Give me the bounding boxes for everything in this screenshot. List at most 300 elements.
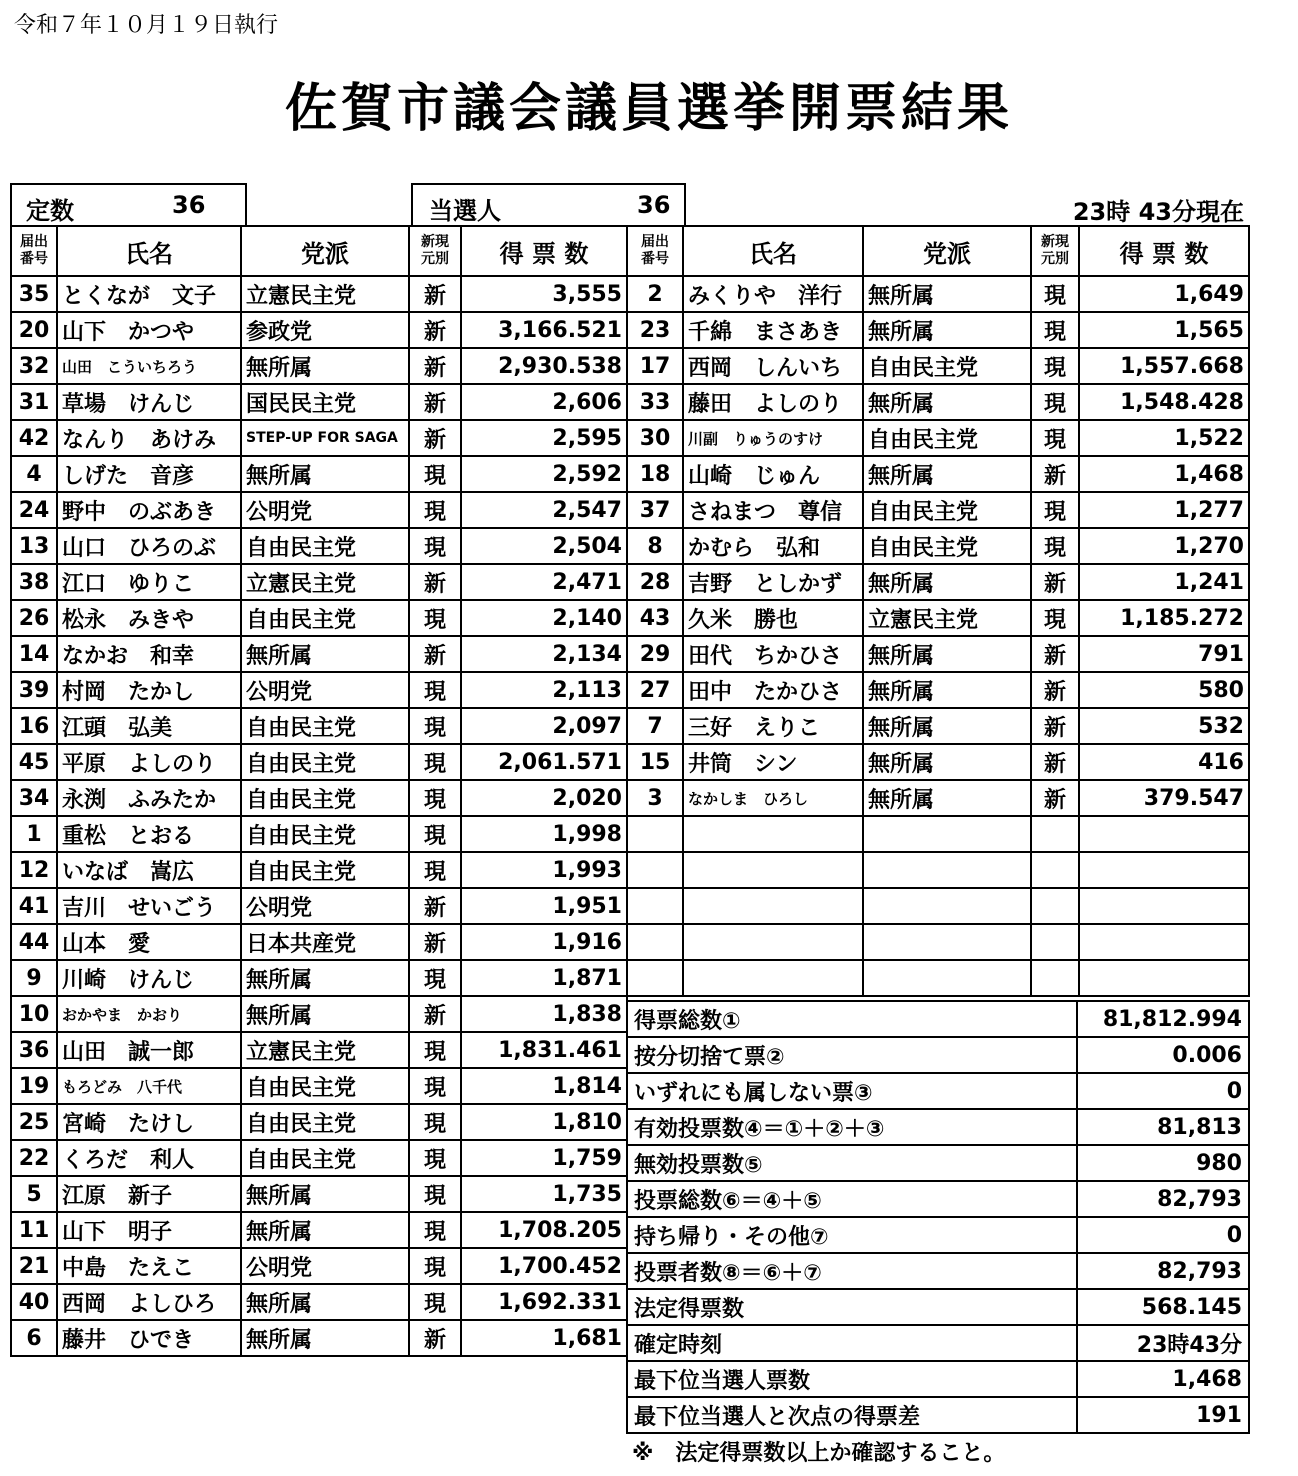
results-table-right: [626, 225, 1250, 997]
cell-party: 無所属: [863, 276, 1031, 312]
cell-name: くろだ 利人: [57, 1140, 241, 1176]
cell-number: 13: [11, 528, 57, 564]
table-row: [11, 1284, 627, 1320]
cell-party: 自由民主党: [863, 492, 1031, 528]
cell-party: [863, 852, 1031, 888]
quota-label: 定数: [26, 197, 74, 225]
table-row: [11, 1248, 627, 1284]
cell-name: [683, 924, 863, 960]
cell-votes: 1,831.461: [461, 1032, 627, 1068]
table-row: [627, 384, 1249, 420]
cell-number: 2: [627, 276, 683, 312]
cell-status: 現: [409, 744, 461, 780]
cell-party: 無所属: [241, 1212, 409, 1248]
cell-name: なかお 和幸: [57, 636, 241, 672]
results-table-left: [10, 225, 628, 1357]
table-header: [11, 226, 627, 276]
cell-party: 無所属: [241, 456, 409, 492]
table-row: [627, 636, 1249, 672]
summary-row: [627, 1361, 1249, 1397]
quota-box: [10, 183, 247, 227]
cell-status: 新: [409, 1320, 461, 1356]
cell-number: 30: [627, 420, 683, 456]
cell-name: 松永 みきや: [57, 600, 241, 636]
cell-votes: 532: [1079, 708, 1249, 744]
cell-number: 6: [11, 1320, 57, 1356]
cell-votes: 1,810: [461, 1104, 627, 1140]
table-row: [11, 492, 627, 528]
summary-row: [627, 1001, 1249, 1037]
cell-status: 新: [409, 348, 461, 384]
cell-name: 山下 かつや: [57, 312, 241, 348]
cell-party: 公明党: [241, 492, 409, 528]
cell-party: 立憲民主党: [241, 564, 409, 600]
cell-number: 41: [11, 888, 57, 924]
cell-name: 西岡 しんいち: [683, 348, 863, 384]
cell-name: もろどみ 八千代: [57, 1068, 241, 1104]
table-row: [11, 1320, 627, 1356]
cell-party: 無所属: [863, 672, 1031, 708]
cell-status: 新: [409, 996, 461, 1032]
table-row: [627, 780, 1249, 816]
cell-name: いなば 嵩広: [57, 852, 241, 888]
summary-value: 82,793: [1077, 1181, 1249, 1217]
summary-row: [627, 1397, 1249, 1433]
cell-number: 9: [11, 960, 57, 996]
cell-number: 43: [627, 600, 683, 636]
cell-votes: 2,020: [461, 780, 627, 816]
table-row: [11, 348, 627, 384]
cell-votes: 1,700.452: [461, 1248, 627, 1284]
cell-status: 新: [1031, 456, 1079, 492]
cell-status: 新: [409, 888, 461, 924]
summary-label: 法定得票数: [627, 1289, 1077, 1325]
cell-number: [627, 852, 683, 888]
cell-votes: 1,735: [461, 1176, 627, 1212]
cell-party: 無所属: [241, 996, 409, 1032]
cell-status: 新: [409, 924, 461, 960]
cell-party: 無所属: [241, 636, 409, 672]
cell-status: 現: [409, 600, 461, 636]
cell-party: 立憲民主党: [863, 600, 1031, 636]
cell-votes: 1,871: [461, 960, 627, 996]
cell-status: 新: [1031, 708, 1079, 744]
cell-name: [683, 816, 863, 852]
cell-status: 新: [409, 636, 461, 672]
cell-votes: 1,185.272: [1079, 600, 1249, 636]
cell-party: 公明党: [241, 1248, 409, 1284]
cell-status: 現: [1031, 276, 1079, 312]
table-row: [11, 276, 627, 312]
cell-status: 現: [409, 1104, 461, 1140]
cell-party: 無所属: [863, 780, 1031, 816]
cell-votes: 1,838: [461, 996, 627, 1032]
cell-number: 28: [627, 564, 683, 600]
cell-name: 藤井 ひでき: [57, 1320, 241, 1356]
cell-party: 自由民主党: [241, 780, 409, 816]
table-row: [11, 744, 627, 780]
cell-party: [863, 960, 1031, 996]
table-row: [627, 744, 1249, 780]
summary-value: 81,812.994: [1077, 1001, 1249, 1037]
table-row: [627, 960, 1249, 996]
summary-value: 1,468: [1077, 1361, 1249, 1397]
cell-name: 久米 勝也: [683, 600, 863, 636]
cell-party: 無所属: [863, 744, 1031, 780]
cell-status: 現: [409, 816, 461, 852]
cell-number: 36: [11, 1032, 57, 1068]
cell-name: 千綿 まさあき: [683, 312, 863, 348]
cell-name: 吉野 としかず: [683, 564, 863, 600]
cell-name: 井筒 シン: [683, 744, 863, 780]
cell-number: 19: [11, 1068, 57, 1104]
cell-status: 現: [409, 492, 461, 528]
table-row: [11, 600, 627, 636]
note: ※ 法定得票数以上か確認すること。: [632, 1441, 1006, 1466]
cell-number: 32: [11, 348, 57, 384]
cell-name: 江原 新子: [57, 1176, 241, 1212]
summary-row: [627, 1325, 1249, 1361]
cell-votes: 791: [1079, 636, 1249, 672]
cell-name: 田代 ちかひさ: [683, 636, 863, 672]
cell-votes: 1,951: [461, 888, 627, 924]
cell-votes: 1,708.205: [461, 1212, 627, 1248]
cell-votes: 1,241: [1079, 564, 1249, 600]
cell-number: 27: [627, 672, 683, 708]
cell-number: 23: [627, 312, 683, 348]
cell-status: [1031, 888, 1079, 924]
cell-number: 5: [11, 1176, 57, 1212]
quota-value: 36: [172, 191, 206, 219]
cell-name: 山下 明子: [57, 1212, 241, 1248]
cell-status: 新: [409, 276, 461, 312]
cell-status: 新: [409, 312, 461, 348]
cell-number: 42: [11, 420, 57, 456]
cell-name: 江頭 弘美: [57, 708, 241, 744]
summary-row: [627, 1181, 1249, 1217]
cell-status: 現: [409, 708, 461, 744]
cell-number: 18: [627, 456, 683, 492]
cell-status: 現: [409, 1032, 461, 1068]
table-row: [11, 1104, 627, 1140]
table-row: [627, 600, 1249, 636]
cell-name: 川崎 けんじ: [57, 960, 241, 996]
summary-value: 81,813: [1077, 1109, 1249, 1145]
cell-party: 無所属: [241, 348, 409, 384]
cell-status: [1031, 924, 1079, 960]
table-row: [627, 816, 1249, 852]
cell-votes: 580: [1079, 672, 1249, 708]
header-number: 届出 番号: [627, 226, 683, 276]
cell-party: 自由民主党: [241, 1068, 409, 1104]
cell-number: 21: [11, 1248, 57, 1284]
summary-row: [627, 1109, 1249, 1145]
cell-party: STEP-UP FOR SAGA: [241, 420, 409, 456]
cell-party: 自由民主党: [863, 348, 1031, 384]
table-row: [11, 456, 627, 492]
cell-name: 山本 愛: [57, 924, 241, 960]
cell-number: [627, 816, 683, 852]
cell-status: 新: [1031, 672, 1079, 708]
table-row: [11, 1068, 627, 1104]
cell-votes: 1,548.428: [1079, 384, 1249, 420]
cell-number: 33: [627, 384, 683, 420]
cell-votes: 1,277: [1079, 492, 1249, 528]
table-row: [11, 780, 627, 816]
cell-status: 新: [1031, 636, 1079, 672]
cell-votes: 2,595: [461, 420, 627, 456]
cell-name: 山崎 じゅん: [683, 456, 863, 492]
cell-status: 新: [1031, 564, 1079, 600]
cell-votes: 1,270: [1079, 528, 1249, 564]
cell-party: [863, 888, 1031, 924]
cell-party: 無所属: [863, 456, 1031, 492]
cell-number: 3: [627, 780, 683, 816]
cell-status: 現: [1031, 312, 1079, 348]
table-row: [627, 420, 1249, 456]
cell-name: 中島 たえこ: [57, 1248, 241, 1284]
cell-name: なかしま ひろし: [683, 780, 863, 816]
table-row: [11, 636, 627, 672]
cell-number: 45: [11, 744, 57, 780]
cell-status: 現: [1031, 600, 1079, 636]
cell-status: [1031, 816, 1079, 852]
cell-party: 自由民主党: [241, 528, 409, 564]
cell-number: 8: [627, 528, 683, 564]
cell-party: 立憲民主党: [241, 1032, 409, 1068]
cell-status: 現: [409, 1068, 461, 1104]
table-row: [627, 672, 1249, 708]
cell-name: 三好 えりこ: [683, 708, 863, 744]
header-name: 氏名: [57, 226, 241, 276]
cell-name: 藤田 よしのり: [683, 384, 863, 420]
cell-votes: 1,814: [461, 1068, 627, 1104]
cell-votes: 1,468: [1079, 456, 1249, 492]
table-row: [11, 1140, 627, 1176]
table-row: [627, 924, 1249, 960]
cell-party: 無所属: [241, 1284, 409, 1320]
cell-status: 現: [1031, 528, 1079, 564]
cell-party: 無所属: [241, 1320, 409, 1356]
summary-value: 980: [1077, 1145, 1249, 1181]
cell-votes: 2,930.538: [461, 348, 627, 384]
cell-number: 39: [11, 672, 57, 708]
cell-number: 24: [11, 492, 57, 528]
cell-votes: 1,522: [1079, 420, 1249, 456]
cell-number: 17: [627, 348, 683, 384]
table-row: [11, 384, 627, 420]
summary-label: 投票者数⑧＝⑥＋⑦: [627, 1253, 1077, 1289]
cell-number: 38: [11, 564, 57, 600]
summary-label: いずれにも属しない票③: [627, 1073, 1077, 1109]
cell-number: 44: [11, 924, 57, 960]
cell-status: 新: [409, 384, 461, 420]
cell-number: 35: [11, 276, 57, 312]
table-row: [11, 528, 627, 564]
table-row: [627, 708, 1249, 744]
cell-name: 野中 のぶあき: [57, 492, 241, 528]
cell-party: 無所属: [863, 564, 1031, 600]
table-row: [11, 996, 627, 1032]
header-votes: 得 票 数: [1079, 226, 1249, 276]
cell-status: 現: [409, 1212, 461, 1248]
summary-row: [627, 1145, 1249, 1181]
header-status: 新現 元別: [409, 226, 461, 276]
cell-status: 新: [1031, 780, 1079, 816]
summary-row: [627, 1289, 1249, 1325]
cell-status: [1031, 852, 1079, 888]
table-row: [11, 960, 627, 996]
cell-votes: 1,565: [1079, 312, 1249, 348]
summary-row: [627, 1217, 1249, 1253]
table-row: [627, 348, 1249, 384]
cell-votes: 1,692.331: [461, 1284, 627, 1320]
cell-name: 草場 けんじ: [57, 384, 241, 420]
cell-number: 10: [11, 996, 57, 1032]
cell-votes: [1079, 816, 1249, 852]
summary-row: [627, 1073, 1249, 1109]
cell-votes: [1079, 924, 1249, 960]
header-number: 届出 番号: [11, 226, 57, 276]
cell-status: 現: [409, 852, 461, 888]
summary-value: 0.006: [1077, 1037, 1249, 1073]
cell-votes: 2,061.571: [461, 744, 627, 780]
cell-name: 村岡 たかし: [57, 672, 241, 708]
cell-number: 22: [11, 1140, 57, 1176]
cell-status: 現: [409, 456, 461, 492]
summary-row: [627, 1253, 1249, 1289]
summary-value: 568.145: [1077, 1289, 1249, 1325]
cell-number: 29: [627, 636, 683, 672]
cell-status: 現: [409, 780, 461, 816]
cell-votes: 2,471: [461, 564, 627, 600]
cell-name: なんり あけみ: [57, 420, 241, 456]
cell-votes: 3,166.521: [461, 312, 627, 348]
cell-party: 日本共産党: [241, 924, 409, 960]
cell-party: 国民民主党: [241, 384, 409, 420]
cell-number: 4: [11, 456, 57, 492]
table-row: [11, 1176, 627, 1212]
cell-party: 無所属: [241, 1176, 409, 1212]
cell-number: 37: [627, 492, 683, 528]
cell-status: 現: [409, 960, 461, 996]
cell-name: 江口 ゆりこ: [57, 564, 241, 600]
cell-name: 山口 ひろのぶ: [57, 528, 241, 564]
table-row: [627, 528, 1249, 564]
cell-votes: 2,547: [461, 492, 627, 528]
summary-value: 0: [1077, 1217, 1249, 1253]
summary-label: 持ち帰り・その他⑦: [627, 1217, 1077, 1253]
cell-number: 14: [11, 636, 57, 672]
cell-number: 12: [11, 852, 57, 888]
cell-number: 7: [627, 708, 683, 744]
summary-label: 得票総数①: [627, 1001, 1077, 1037]
cell-party: 無所属: [241, 960, 409, 996]
summary-table: [626, 1000, 1250, 1434]
cell-votes: 2,134: [461, 636, 627, 672]
table-row: [11, 564, 627, 600]
cell-status: 現: [409, 1176, 461, 1212]
cell-name: 永渕 ふみたか: [57, 780, 241, 816]
summary-value: 23時43分: [1077, 1325, 1249, 1361]
cell-status: 現: [409, 528, 461, 564]
cell-status: 現: [409, 672, 461, 708]
cell-votes: 416: [1079, 744, 1249, 780]
cell-votes: 2,097: [461, 708, 627, 744]
cell-party: 自由民主党: [241, 600, 409, 636]
cell-number: [627, 888, 683, 924]
cell-votes: 2,140: [461, 600, 627, 636]
cell-name: みくりや 洋行: [683, 276, 863, 312]
cell-status: 現: [1031, 348, 1079, 384]
cell-status: 現: [409, 1284, 461, 1320]
summary-label: 最下位当選人と次点の得票差: [627, 1397, 1077, 1433]
summary-label: 確定時刻: [627, 1325, 1077, 1361]
cell-party: 自由民主党: [241, 744, 409, 780]
cell-votes: 1,649: [1079, 276, 1249, 312]
cell-name: さねまつ 尊信: [683, 492, 863, 528]
cell-party: 自由民主党: [241, 852, 409, 888]
cell-votes: 1,993: [461, 852, 627, 888]
table-row: [11, 1212, 627, 1248]
cell-party: 公明党: [241, 888, 409, 924]
cell-name: 西岡 よしひろ: [57, 1284, 241, 1320]
summary-label: 無効投票数⑤: [627, 1145, 1077, 1181]
cell-votes: 1,998: [461, 816, 627, 852]
cell-name: 山田 誠一郎: [57, 1032, 241, 1068]
cell-status: 現: [1031, 384, 1079, 420]
cell-name: 川副 りゅうのすけ: [683, 420, 863, 456]
cell-name: 山田 こういちろう: [57, 348, 241, 384]
cell-number: 1: [11, 816, 57, 852]
table-header: [627, 226, 1249, 276]
table-row: [11, 672, 627, 708]
summary-label: 按分切捨て票②: [627, 1037, 1077, 1073]
cell-name: しげた 音彦: [57, 456, 241, 492]
table-row: [627, 492, 1249, 528]
cell-name: [683, 960, 863, 996]
cell-party: 無所属: [863, 312, 1031, 348]
cell-party: 自由民主党: [241, 816, 409, 852]
cell-votes: 1,557.668: [1079, 348, 1249, 384]
cell-votes: 379.547: [1079, 780, 1249, 816]
cell-number: [627, 960, 683, 996]
cell-name: 田中 たかひさ: [683, 672, 863, 708]
cell-name: 重松 とおる: [57, 816, 241, 852]
cell-party: 自由民主党: [241, 708, 409, 744]
cell-name: 吉川 せいごう: [57, 888, 241, 924]
header-name: 氏名: [683, 226, 863, 276]
table-row: [627, 564, 1249, 600]
table-row: [11, 312, 627, 348]
winners-value: 36: [637, 191, 671, 219]
cell-votes: 3,555: [461, 276, 627, 312]
cell-party: 立憲民主党: [241, 276, 409, 312]
winners-box: [411, 183, 686, 227]
cell-status: 新: [409, 420, 461, 456]
cell-name: [683, 852, 863, 888]
cell-name: とくなが 文子: [57, 276, 241, 312]
header-party: 党派: [241, 226, 409, 276]
cell-votes: 1,759: [461, 1140, 627, 1176]
summary-value: 0: [1077, 1073, 1249, 1109]
cell-number: 11: [11, 1212, 57, 1248]
cell-votes: 2,592: [461, 456, 627, 492]
cell-name: 宮崎 たけし: [57, 1104, 241, 1140]
summary-value: 191: [1077, 1397, 1249, 1433]
cell-votes: 1,681: [461, 1320, 627, 1356]
summary-label: 有効投票数④＝①＋②＋③: [627, 1109, 1077, 1145]
